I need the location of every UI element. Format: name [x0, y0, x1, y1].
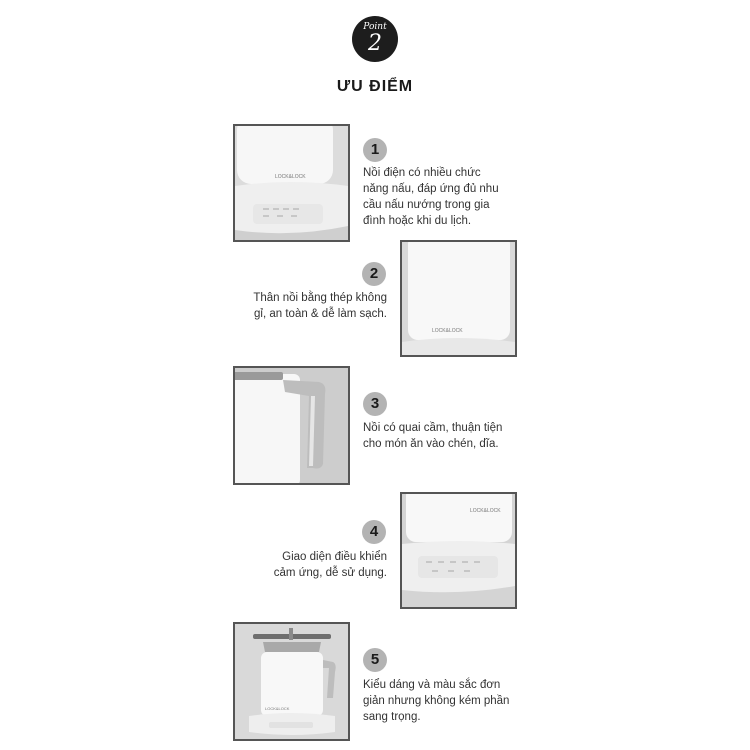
badge-word: Point	[363, 22, 387, 32]
point-1-number: 1	[363, 138, 387, 162]
description-line: giản nhưng không kém phần	[363, 695, 510, 707]
point-2-description	[220, 290, 387, 322]
badge-number: 2	[368, 31, 382, 56]
brand-label-5: LOCK&LOCK	[265, 706, 290, 711]
description-line: Nồi có quai cầm, thuận tiện	[363, 422, 503, 434]
point-4-number: 4	[362, 520, 386, 544]
brand-label-4: LOCK&LOCK	[470, 508, 501, 514]
point-5-number: 5	[363, 648, 387, 672]
point-3-description	[363, 420, 502, 452]
photo-4-touch-panel	[400, 492, 517, 609]
description-line: sang trọng.	[363, 711, 421, 723]
photo-2-kettle-body	[400, 240, 517, 357]
description-line: Giao diện điều khiển	[282, 551, 387, 563]
description-line: Thân nồi bằng thép không	[253, 292, 387, 304]
point-badge	[352, 16, 398, 62]
point-3-number: 3	[363, 392, 387, 416]
point-5-description	[363, 677, 509, 725]
point-1-description	[363, 165, 499, 229]
photo-3-kettle-handle	[233, 366, 350, 485]
description-line: Nồi điện có nhiều chức	[363, 167, 481, 179]
description-line: năng nấu, đáp ứng đủ nhu	[363, 183, 499, 195]
section-title: ƯU ĐIỂM	[336, 78, 414, 95]
point-4-description	[220, 549, 387, 581]
description-line: đình hoặc khi du lịch.	[363, 215, 472, 227]
photo-5-full-kettle	[233, 622, 350, 741]
brand-label-1: LOCK&LOCK	[275, 174, 306, 180]
photo-1-kettle-base	[233, 124, 350, 242]
brand-label-2: LOCK&LOCK	[432, 328, 463, 334]
point-2-number: 2	[362, 262, 386, 286]
description-line: gỉ, an toàn & dễ làm sạch.	[254, 308, 387, 320]
description-line: cầu nấu nướng trong gia	[363, 199, 490, 211]
description-line: Kiểu dáng và màu sắc đơn	[363, 679, 501, 691]
description-line: cho món ăn vào chén, dĩa.	[363, 438, 499, 450]
description-line: cảm ứng, dễ sử dụng.	[273, 567, 387, 579]
